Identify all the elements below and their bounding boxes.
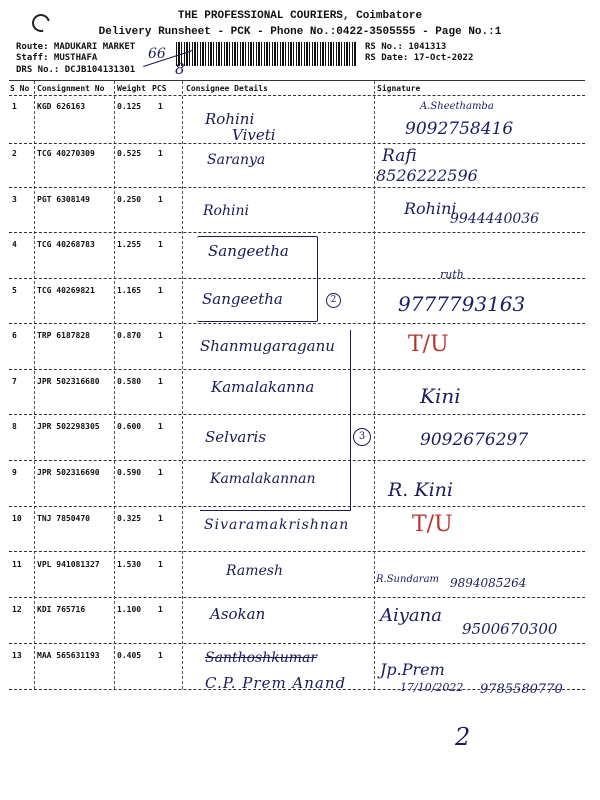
row-sno: 12 [12,605,22,614]
row-pcs: 1 [158,331,163,340]
row-consignment: JPR 502316680 [37,377,100,386]
signature-scribble: Aiyana [380,605,442,626]
row-rule [9,551,585,552]
row-pcs: 1 [158,605,163,614]
col-header-consignment: Consignment No [37,84,105,93]
row-pcs: 1 [158,377,163,386]
row-sno: 4 [12,240,17,249]
row-consignment: TCG 40268783 [37,240,95,249]
row-consignment: JPR 502316690 [37,468,100,477]
signature-scribble: ruth [440,268,464,281]
handwritten-consignee-name: Selvaris [205,428,267,446]
col-header-signature: Signature [377,84,421,93]
row-pcs: 1 [158,468,163,477]
handwritten-circled-count: 2 [326,293,341,308]
handwritten-consignee-name: Shanmugaraganu [200,337,335,355]
col-header-weight: Weight [117,84,146,93]
handwritten-date: 17/10/2022 [400,681,464,694]
row-rule [9,143,585,144]
handwritten-consignee-name: Kamalakanna [211,378,315,396]
row-weight: 1.255 [117,240,142,249]
header-rule-top [9,80,585,81]
handwritten-consignee-name: Kamalakannan [210,471,316,487]
row-sno: 6 [12,331,17,340]
handwritten-circled-count: 3 [353,428,371,446]
handwritten-phone: 9500670300 [462,620,558,638]
row-sno: 5 [12,286,17,295]
signature-scribble: T/U [408,332,449,357]
signature-scribble: Kini [420,384,461,408]
row-sno: 8 [12,422,17,431]
row-rule [9,597,585,598]
row-sno: 10 [12,514,22,523]
row-consignment: TCG 40270309 [37,149,95,158]
row-weight: 1.165 [117,286,142,295]
row-rule [9,643,585,644]
col-header-sno: S No [10,84,30,93]
signature-scribble: R. Kini [388,479,453,501]
signature-scribble: Rohini [404,199,457,218]
row-sno: 3 [12,195,17,204]
drs-number: DRS No.: DCJB104131301 [16,65,136,75]
signature-scribble: Jp.Prem [380,660,445,679]
row-weight: 1.530 [117,560,142,569]
row-rule [9,323,585,324]
struck-consignee-name: Santhoshkumar [205,650,318,666]
signature-scribble: Rafi [382,146,417,166]
handwritten-consignee-name: Sangeetha [208,242,289,260]
handwritten-phone: 9785580770 [480,682,563,697]
signature-scribble: R.Sundaram [376,574,440,585]
row-weight: 0.125 [117,102,142,111]
row-pcs: 1 [158,286,163,295]
row-weight: 0.250 [117,195,142,204]
handwritten-phone: 9092676297 [420,430,529,450]
row-weight: 0.405 [117,651,142,660]
row-consignment: MAA 565631193 [37,651,100,660]
row-weight: 0.870 [117,331,142,340]
row-sno: 13 [12,651,22,660]
handwritten-count-top: 66 [148,46,166,62]
page-title: THE PROFESSIONAL COURIERS, Coimbatore [177,10,423,22]
signature-scribble: T/U [412,512,453,537]
row-weight: 0.600 [117,422,142,431]
page-subtitle: Delivery Runsheet - PCK - Phone No.:0422-3505555 - Page No.:1 [98,26,502,38]
row-sno: 2 [12,149,17,158]
barcode [176,42,356,66]
row-consignment: KDI 765716 [37,605,86,614]
rs-date: RS Date: 17-Oct-2022 [365,53,474,63]
row-consignment: PGT 6308149 [37,195,90,204]
row-rule [9,187,585,188]
row-weight: 1.100 [117,605,142,614]
row-consignment: TRP 6187828 [37,331,90,340]
col-header-consignee: Consignee Details [186,84,268,93]
row-consignment: TCG 40269821 [37,286,95,295]
row-weight: 0.580 [117,377,142,386]
row-pcs: 1 [158,149,163,158]
row-consignment: VPL 941081327 [37,560,100,569]
handwritten-phone: 9944440036 [450,211,540,227]
handwritten-consignee-name: Viveti [232,126,276,144]
row-weight: 0.325 [117,514,142,523]
row-pcs: 1 [158,240,163,249]
handwritten-consignee-name: Rohini [205,110,255,128]
handwritten-consignee-name: Asokan [210,605,266,623]
row-rule [9,232,585,233]
handwritten-phone: 9777793163 [398,292,526,316]
row-consignment: JPR 502298305 [37,422,100,431]
row-pcs: 1 [158,560,163,569]
row-pcs: 1 [158,195,163,204]
handwritten-phone: 8526222596 [376,166,478,185]
handwritten-phone: 9894085264 [450,576,527,590]
row-pcs: 1 [158,422,163,431]
row-weight: 0.590 [117,468,142,477]
row-pcs: 1 [158,102,163,111]
handwritten-count-bottom: 8 [175,60,185,78]
handwritten-consignee-name: Rohini [203,203,249,219]
row-weight: 0.525 [117,149,142,158]
row-pcs: 1 [158,651,163,660]
bracket-mark [197,236,318,322]
route-label: Route: MADUKARI MARKET [16,42,136,52]
row-sno: 11 [12,560,22,569]
row-pcs: 1 [158,514,163,523]
staff-label: Staff: MUSTHAFA [16,53,98,63]
handwritten-consignee-name: C.P. Prem Anand [205,674,347,692]
handwritten-phone: 9092758416 [405,119,514,139]
handwritten-consignee-name: Sangeetha [202,290,283,308]
row-consignment: TNJ 7850470 [37,514,90,523]
header-rule-bottom [9,95,585,96]
row-sno: 9 [12,468,17,477]
handwritten-page-mark: 2 [455,723,471,751]
handwritten-consignee-name: Sivaramakrishnan [204,517,350,533]
row-sno: 1 [12,102,17,111]
col-header-pcs: PCS [152,84,167,93]
row-consignment: KGD 626163 [37,102,86,111]
rs-number: RS No.: 1041313 [365,42,447,52]
handwritten-consignee-name: Ramesh [226,563,283,579]
row-sno: 7 [12,377,17,386]
handwritten-consignee-name: Saranya [207,152,266,168]
signature-scribble: A.Sheethamba [420,101,494,112]
